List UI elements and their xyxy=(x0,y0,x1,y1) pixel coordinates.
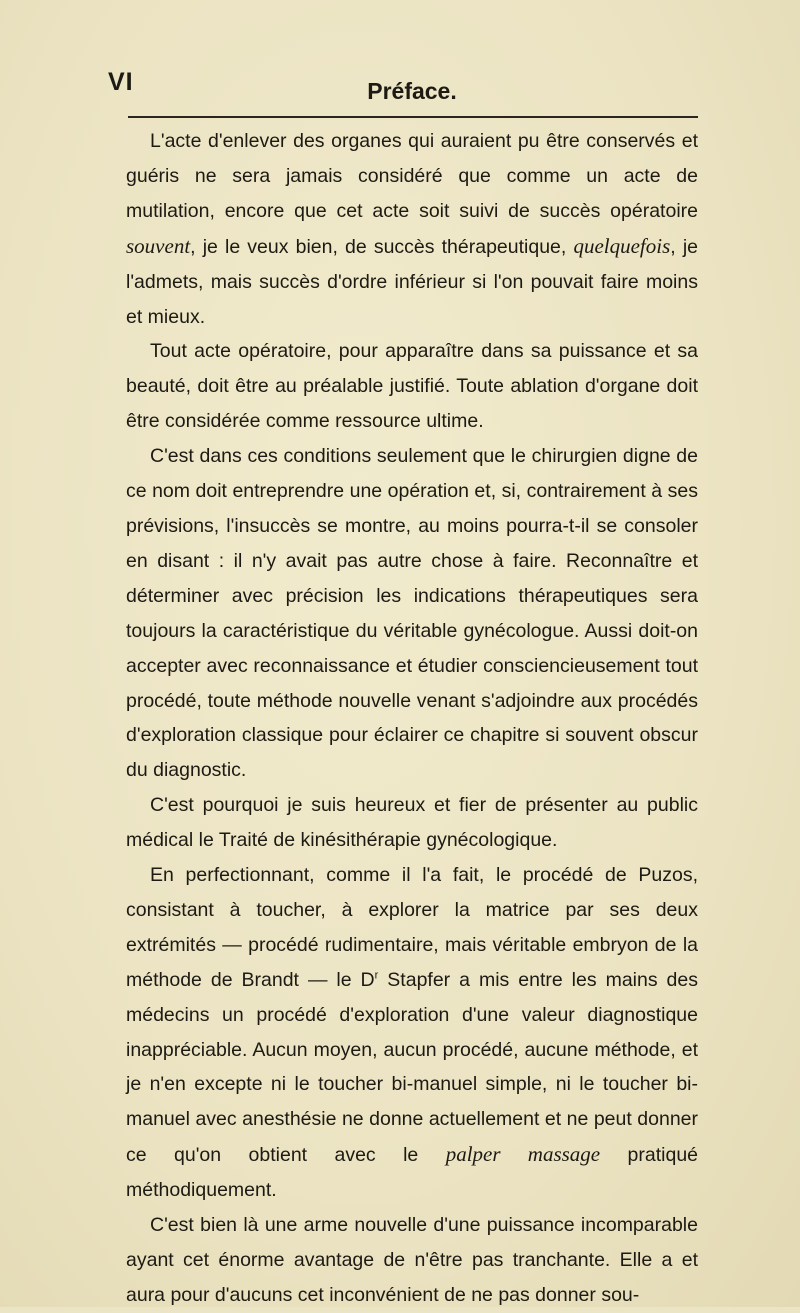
paragraph-5-text-c: pratiqué méthodiquement. xyxy=(126,1144,699,1202)
paragraph-5-text-a: En perfectionnant, comme il l'a fait, le procédé de Puzos, consistant à toucher, à explorer la matrice par ses deux extrémités — procédé rudimentaire, mais véritable embryon de la méthode de Brandt — le D xyxy=(126,864,698,991)
paragraph-5-superscript: r xyxy=(374,969,379,982)
paragraph-3: C'est dans ces conditions seulement que le chirurgien digne de ce nom doit entreprendre une opération et, si, contrairement à ses prévisions, l'insuccès se montre, au moins pourra-t-il se consoler en disant : il n'y avait pas autre chose à faire. Reconnaître et déterminer avec précision les indications thérapeutiques sera toujours la caractéristique du véritable gynécologue. Aussi doit-on accepter avec reconnaissance et étudier consciencieusement tout procédé, toute méthode nouvelle venant s'adjoindre aux procédés d'exploration classique pour éclairer ce chapitre si souvent obscur du diagnostic. xyxy=(126,445,698,782)
page-number: VI xyxy=(108,68,134,96)
body-text xyxy=(126,124,698,1313)
paragraph-5 xyxy=(126,858,698,1208)
paragraph-1 xyxy=(126,124,698,334)
running-title: Préface. xyxy=(367,78,457,104)
paragraph-1-emphasis-2: quelquefois xyxy=(573,233,671,258)
paragraph-4: C'est pourquoi je suis heureux et fier de présenter au public médical le Traité de kinésithérapie gynécologique. xyxy=(126,794,698,852)
page-header xyxy=(108,62,696,104)
header-rule xyxy=(128,116,698,118)
paragraph-6: C'est bien là une arme nouvelle d'une puissance incomparable ayant cet énorme avantage de n'être pas tranchante. Elle a et aura pour d'aucuns cet inconvénient de ne pas donner sou- xyxy=(126,1214,698,1306)
paragraph-1-text-a: L'acte d'enlever des organes qui auraient pu être conservés et guéris ne sera jamais considéré que comme un acte de mutilation, encore que cet acte soit suivi de succès opératoire xyxy=(126,130,698,222)
paragraph-2: Tout acte opératoire, pour apparaître dans sa puissance et sa beauté, doit être au préalable justifié. Toute ablation d'organe doit être considérée comme ressource ultime. xyxy=(126,340,698,433)
paragraph-1-text-c: , je l'admets, mais succès d'ordre inférieur si l'on pouvait faire moins et mieux. xyxy=(126,235,698,328)
paragraph-1-text-b: , je le veux bien, de succès thérapeutique, xyxy=(190,235,574,258)
paragraph-5-emphasis: palper massage xyxy=(445,1142,601,1167)
paragraph-1-emphasis-1: souvent xyxy=(126,233,191,258)
paragraph-5-text-b: Stapfer a mis entre les mains des médecins un procédé d'exploration d'une valeur diagnostique inappréciable. Aucun moyen, aucun procédé, aucune méthode, et je n'en excepte ni le toucher bi-manuel simple, ni le toucher bi-manuel avec anesthésie ne donne actuellement et ne peut donner ce qu'on obtient avec le xyxy=(126,968,698,1167)
